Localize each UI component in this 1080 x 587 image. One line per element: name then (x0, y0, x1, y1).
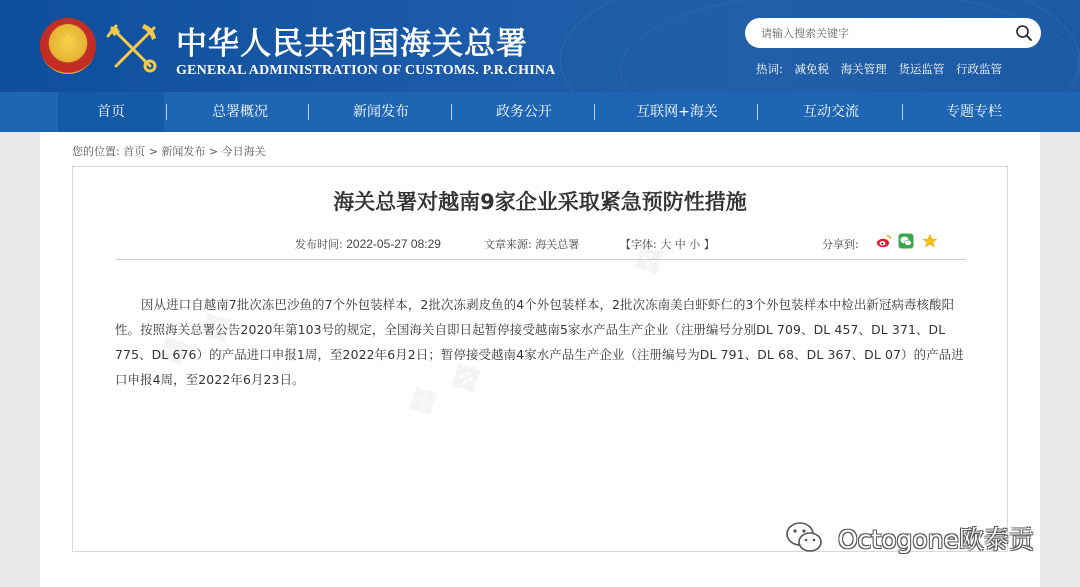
font-size-large[interactable]: 大 (660, 238, 672, 251)
wechat-icon (784, 518, 824, 556)
source-label: 文章来源: (484, 238, 532, 251)
breadcrumb (72, 143, 266, 159)
hot-word-link[interactable]: 海关管理 (840, 62, 887, 76)
customs-logo-icon (104, 20, 162, 76)
site-title-english: GENERAL ADMINISTRATION OF CUSTOMS. P.R.CHINA (176, 63, 556, 78)
search-icon[interactable] (1015, 24, 1033, 42)
national-emblem-icon: ★ (40, 18, 96, 74)
nav-item-about[interactable]: 总署概况 (212, 104, 268, 120)
share-label: 分享到: (822, 238, 859, 251)
nav-separator (166, 104, 167, 120)
search-box (745, 18, 1041, 48)
hot-words-label: 热词: (756, 62, 783, 76)
article-body: 因从进口自越南7批次冻巴沙鱼的7个外包装样本，2批次冻剥皮鱼的4个外包装样本，2批次冻南美白虾虾仁的3个外包装样本中检出新冠病毒核酸阳性。按照海关总署公告2020年第103号的规定，全国海关自即日起暂停接受越南5家水产品生产企业（注册编号分别DL 709、DL 457、DL 371、DL 775、DL 676）的产品进口申报1周，至2022年6月2日；暂停接受越南4家水产品生产企业（注册编号为DL 791、DL 68、DL 367、DL 07）的产品进口申报4周，至2022年6月23日。 (115, 297, 964, 387)
breadcrumb-link-news[interactable]: 新闻发布 (161, 145, 206, 158)
brand-watermark: Octogone欧泰贡 (838, 525, 1034, 554)
hot-words (756, 61, 1010, 77)
nav-item-interaction[interactable]: 互动交流 (803, 104, 859, 120)
nav-separator (451, 104, 452, 120)
nav-item-gov-affairs[interactable]: 政务公开 (496, 104, 552, 120)
breadcrumb-separator: > (208, 145, 219, 158)
site-title: 中华人民共和国海关总署 (176, 26, 528, 62)
publish-date (295, 236, 441, 252)
wechat-icon[interactable] (898, 233, 914, 249)
nav-item-internet-customs[interactable]: 互联网+海关 (636, 104, 718, 120)
source-value: 海关总署 (535, 238, 580, 251)
title-divider (116, 259, 966, 260)
font-size-small[interactable]: 小 (689, 238, 701, 251)
publish-date-value: 2022-05-27 08:29 (346, 237, 441, 251)
hot-word-link[interactable]: 减免税 (794, 62, 830, 76)
search-input[interactable] (761, 23, 1001, 43)
weibo-icon[interactable] (876, 233, 892, 249)
breadcrumb-prefix: 您的位置: (72, 145, 120, 158)
article-source (484, 236, 579, 252)
font-size-close: 】 (703, 238, 715, 251)
nav-separator (594, 104, 595, 120)
breadcrumb-link-home[interactable]: 首页 (123, 145, 146, 158)
nav-item-topics[interactable]: 专题专栏 (946, 104, 1002, 120)
nav-item-home[interactable]: 首页 (58, 92, 164, 132)
font-size-label: 【字体: (620, 238, 657, 251)
nav-separator (308, 104, 309, 120)
nav-separator (757, 104, 758, 120)
font-size-control (620, 236, 715, 252)
breadcrumb-link-today[interactable]: 今日海关 (221, 145, 266, 158)
hot-word-link[interactable]: 货运监管 (898, 62, 945, 76)
site-header (0, 0, 1080, 92)
main-nav (0, 92, 1080, 132)
nav-item-news[interactable]: 新闻发布 (353, 104, 409, 120)
font-size-medium[interactable]: 中 (674, 238, 686, 251)
nav-separator (902, 104, 903, 120)
breadcrumb-separator: > (148, 145, 158, 158)
hot-word-link[interactable]: 行政监管 (956, 62, 1002, 76)
publish-date-label: 发布时间: (295, 238, 343, 251)
article-title: 海关总署对越南9家企业采取紧急预防性措施 (333, 190, 747, 214)
favorite-star-icon[interactable] (922, 233, 938, 249)
